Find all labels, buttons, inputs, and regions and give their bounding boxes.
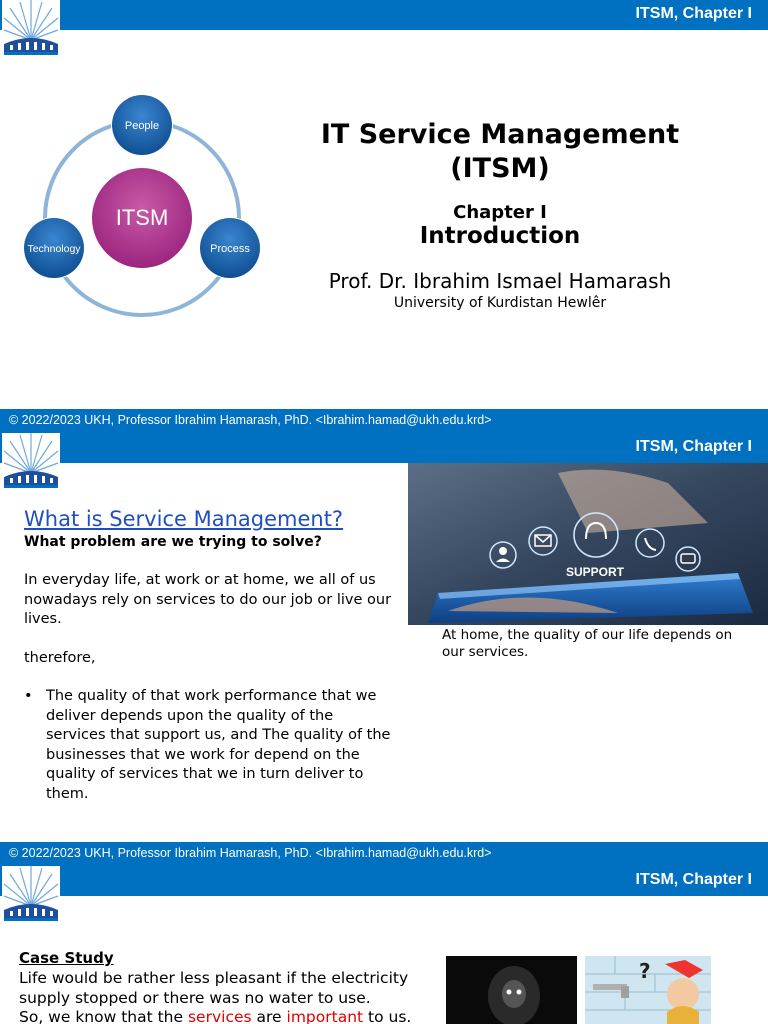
technology-label: Technology — [27, 243, 81, 255]
university-logo — [2, 866, 60, 925]
paragraph-everyday-life: In everyday life, at work or at home, we all of us nowadays rely on services to do our job or live our lives. — [24, 572, 392, 627]
case-study-line-2b: are — [251, 1008, 287, 1024]
chapter-label: ITSM, Chapter I — [635, 5, 752, 22]
title-line-2: (ITSM) — [450, 153, 550, 184]
question-mark: ? — [639, 959, 651, 983]
university-name: University of Kurdistan Hewlêr — [393, 295, 607, 311]
chapter-label: ITSM, Chapter I — [635, 871, 752, 888]
top-bar — [0, 433, 768, 463]
top-bar — [0, 866, 768, 896]
title-block — [290, 118, 710, 311]
chapter-number: Chapter I — [453, 202, 547, 223]
case-study-title: Case Study — [19, 949, 114, 967]
power-outage-image — [446, 956, 577, 1024]
slide-subheading: What problem are we trying to solve? — [24, 534, 322, 550]
top-bar — [0, 0, 768, 30]
case-study-line-2a: So, we know that the — [19, 1008, 188, 1024]
footer-bar — [0, 409, 768, 433]
itsm-cycle-diagram — [20, 90, 265, 320]
support-photo — [408, 463, 768, 625]
footer-bar — [0, 842, 768, 866]
university-logo — [2, 433, 60, 492]
paragraph-therefore: therefore, — [24, 650, 96, 666]
emphasis-important: important — [286, 1008, 364, 1024]
process-label: Process — [210, 243, 250, 255]
bullet-text: The quality of that work performance that we deliver depends upon the quality of the services that support us, and The quality of the businesses that we work for depend on the quality of services that we in turn deliver to them. — [46, 688, 391, 802]
slide-case-study — [0, 866, 768, 1024]
case-study-text — [19, 969, 439, 1024]
chapter-label: ITSM, Chapter I — [635, 438, 752, 455]
copyright-text: © 2022/2023 UKH, Professor Ibrahim Hamarash, PhD. <Ibrahim.hamad@ukh.edu.krd> — [9, 413, 492, 427]
bullet-marker: • — [24, 688, 33, 704]
slide-title — [0, 0, 768, 433]
slide-heading: What is Service Management? — [24, 507, 344, 531]
itsm-label: ITSM — [115, 205, 169, 230]
bullet-quality — [24, 687, 394, 804]
subtitle: Introduction — [419, 223, 581, 249]
emphasis-services: services — [187, 1008, 252, 1024]
people-label: People — [124, 120, 160, 132]
copyright-text: © 2022/2023 UKH, Professor Ibrahim Hamarash, PhD. <Ibrahim.hamad@ukh.edu.krd> — [9, 846, 492, 860]
university-logo — [2, 0, 60, 59]
case-study-line-2c: to us. — [363, 1008, 412, 1024]
no-water-cartoon — [585, 956, 711, 1024]
support-label: SUPPORT — [566, 565, 625, 579]
photo-caption: At home, the quality of our life depends on our services. — [442, 627, 733, 660]
case-study-line-1: Life would be rather less pleasant if the electricity supply stopped or there was no water to use. — [19, 969, 409, 1007]
slide-what-is-sm — [0, 433, 768, 866]
title-line-1: IT Service Management — [320, 119, 680, 150]
author-name: Prof. Dr. Ibrahim Ismael Hamarash — [328, 269, 672, 293]
